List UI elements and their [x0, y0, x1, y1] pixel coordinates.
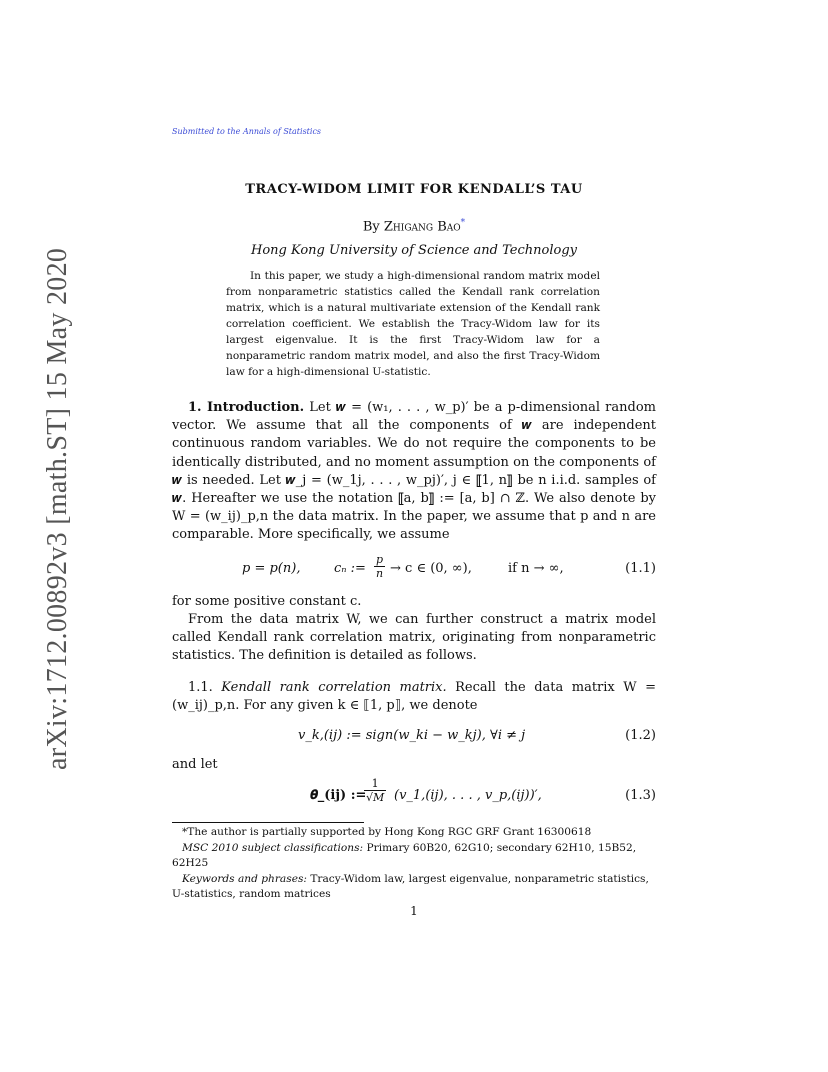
- eq3-rhs: (v_1,(ij), . . . , v_p,(ij))′,: [394, 788, 542, 803]
- eq2-number: (1.2): [625, 728, 656, 743]
- msc-text: Primary 60B20, 62G10; secondary 62H10, 15B52, 62H25: [172, 841, 637, 869]
- abstract: In this paper, we study a high-dimensional random matrix model from nonparametric statistics called the Kendall rank correlation matrix, which is a natural multivariate extension of the Kendall rank correlation coefficient. We establish the Tracy-Widom law for its largest eigenvalue. It is the first Tracy-Widom law for a nonparametric random matrix model, and also the first Tracy-Widom law for a high-dimensional U-statistic.: [226, 270, 600, 378]
- page-number: 1: [410, 904, 418, 918]
- author-line: [172, 218, 656, 234]
- eq3-number: (1.3): [625, 788, 656, 803]
- equation-1-1: [172, 555, 656, 585]
- eq3-lhs: 𝜽_(ij) :=: [310, 788, 367, 803]
- eq1-number: (1.1): [625, 561, 656, 576]
- eq3-frac-num: 1: [364, 777, 386, 791]
- paragraph-and-let: and let: [172, 757, 218, 772]
- eq1-right: if n → ∞,: [508, 561, 564, 576]
- eq1-mid-lhs: cₙ :=: [334, 561, 366, 576]
- submission-note: Submitted to the Annals of Statistics: [172, 127, 322, 136]
- eq1-mid-rhs: → c ∈ (0, ∞),: [390, 561, 472, 576]
- footnotes: [172, 825, 656, 903]
- eq2-rhs: ∀i ≠ j: [490, 728, 526, 743]
- footnote-funding: *The author is partially supported by Hong Kong RGC GRF Grant 16300618: [182, 826, 592, 838]
- eq2-lhs: v_k,(ij) := sign(w_ki − w_kj),: [298, 728, 486, 743]
- introduction-paragraph: [172, 399, 656, 545]
- paragraph-kendall-intro: From the data matrix W, we can further construct a matrix model called Kendall rank correlation matrix, originating from nonparametric statistics. The definition is detailed as follows.: [172, 612, 656, 664]
- paper-title: TRACY-WIDOM LIMIT FOR KENDALL’S TAU: [245, 182, 583, 197]
- footnote-rule: [172, 822, 364, 823]
- arxiv-id: arXiv:1712.00892v3 [math.ST] 15 May 2020: [42, 247, 73, 770]
- subsection-number: 1.1.: [188, 680, 213, 695]
- author-footnote-mark[interactable]: *: [460, 218, 466, 228]
- intro-text: Let 𝒘 = (w₁, . . . , w_p)′ be a p-dimensional random vector. We assume that all the components of 𝒘 are independent continuous random variables. We do not require the components to be identically distributed, and no moment assumption on the components of 𝒘 is needed. Let 𝒘_j = (w_1j, . . . , w_pj)′, j ∈ ⟦1, n⟧ be n i.i.d. samples of 𝒘. Hereafter we use the notation ⟦a, b⟧ := [a, b] ∩ ℤ. We also denote by W = (w_ij)_p,n the data matrix. In the paper, we assume that p and n are comparable. More specifically, we assume: [172, 400, 656, 543]
- eq1-left: p = p(n),: [242, 561, 301, 576]
- eq1-frac-den: n: [376, 567, 384, 580]
- subsection-text: Recall the data matrix W = (w_ij)_p,n. For any given k ∈ ⟦1, p⟧, we denote: [172, 680, 656, 714]
- author-by: By: [362, 219, 380, 235]
- subsection-heading: Kendall rank correlation matrix.: [221, 680, 447, 695]
- footnote-keywords: [172, 872, 656, 903]
- footnote-msc: [172, 841, 656, 872]
- eq3-fraction: [364, 777, 386, 804]
- subsection-paragraph: [172, 679, 656, 715]
- eq1-frac-num: p: [374, 553, 385, 567]
- author-name: Zhigang Bao: [383, 219, 461, 235]
- section-heading: 1. Introduction.: [188, 400, 305, 415]
- keywords-label: Keywords and phrases:: [182, 872, 307, 885]
- paragraph-constant: for some positive constant c.: [172, 594, 362, 609]
- eq1-fraction: [374, 553, 385, 580]
- equation-1-3: [172, 779, 656, 809]
- equation-1-2: [172, 726, 656, 756]
- affiliation: Hong Kong University of Science and Technology: [251, 243, 577, 258]
- keywords-text: Tracy-Widom law, largest eigenvalue, nonparametric statistics, U-statistics, random matrices: [172, 872, 649, 900]
- msc-label: MSC 2010 subject classifications:: [182, 841, 364, 854]
- eq3-frac-den: √M: [366, 791, 385, 804]
